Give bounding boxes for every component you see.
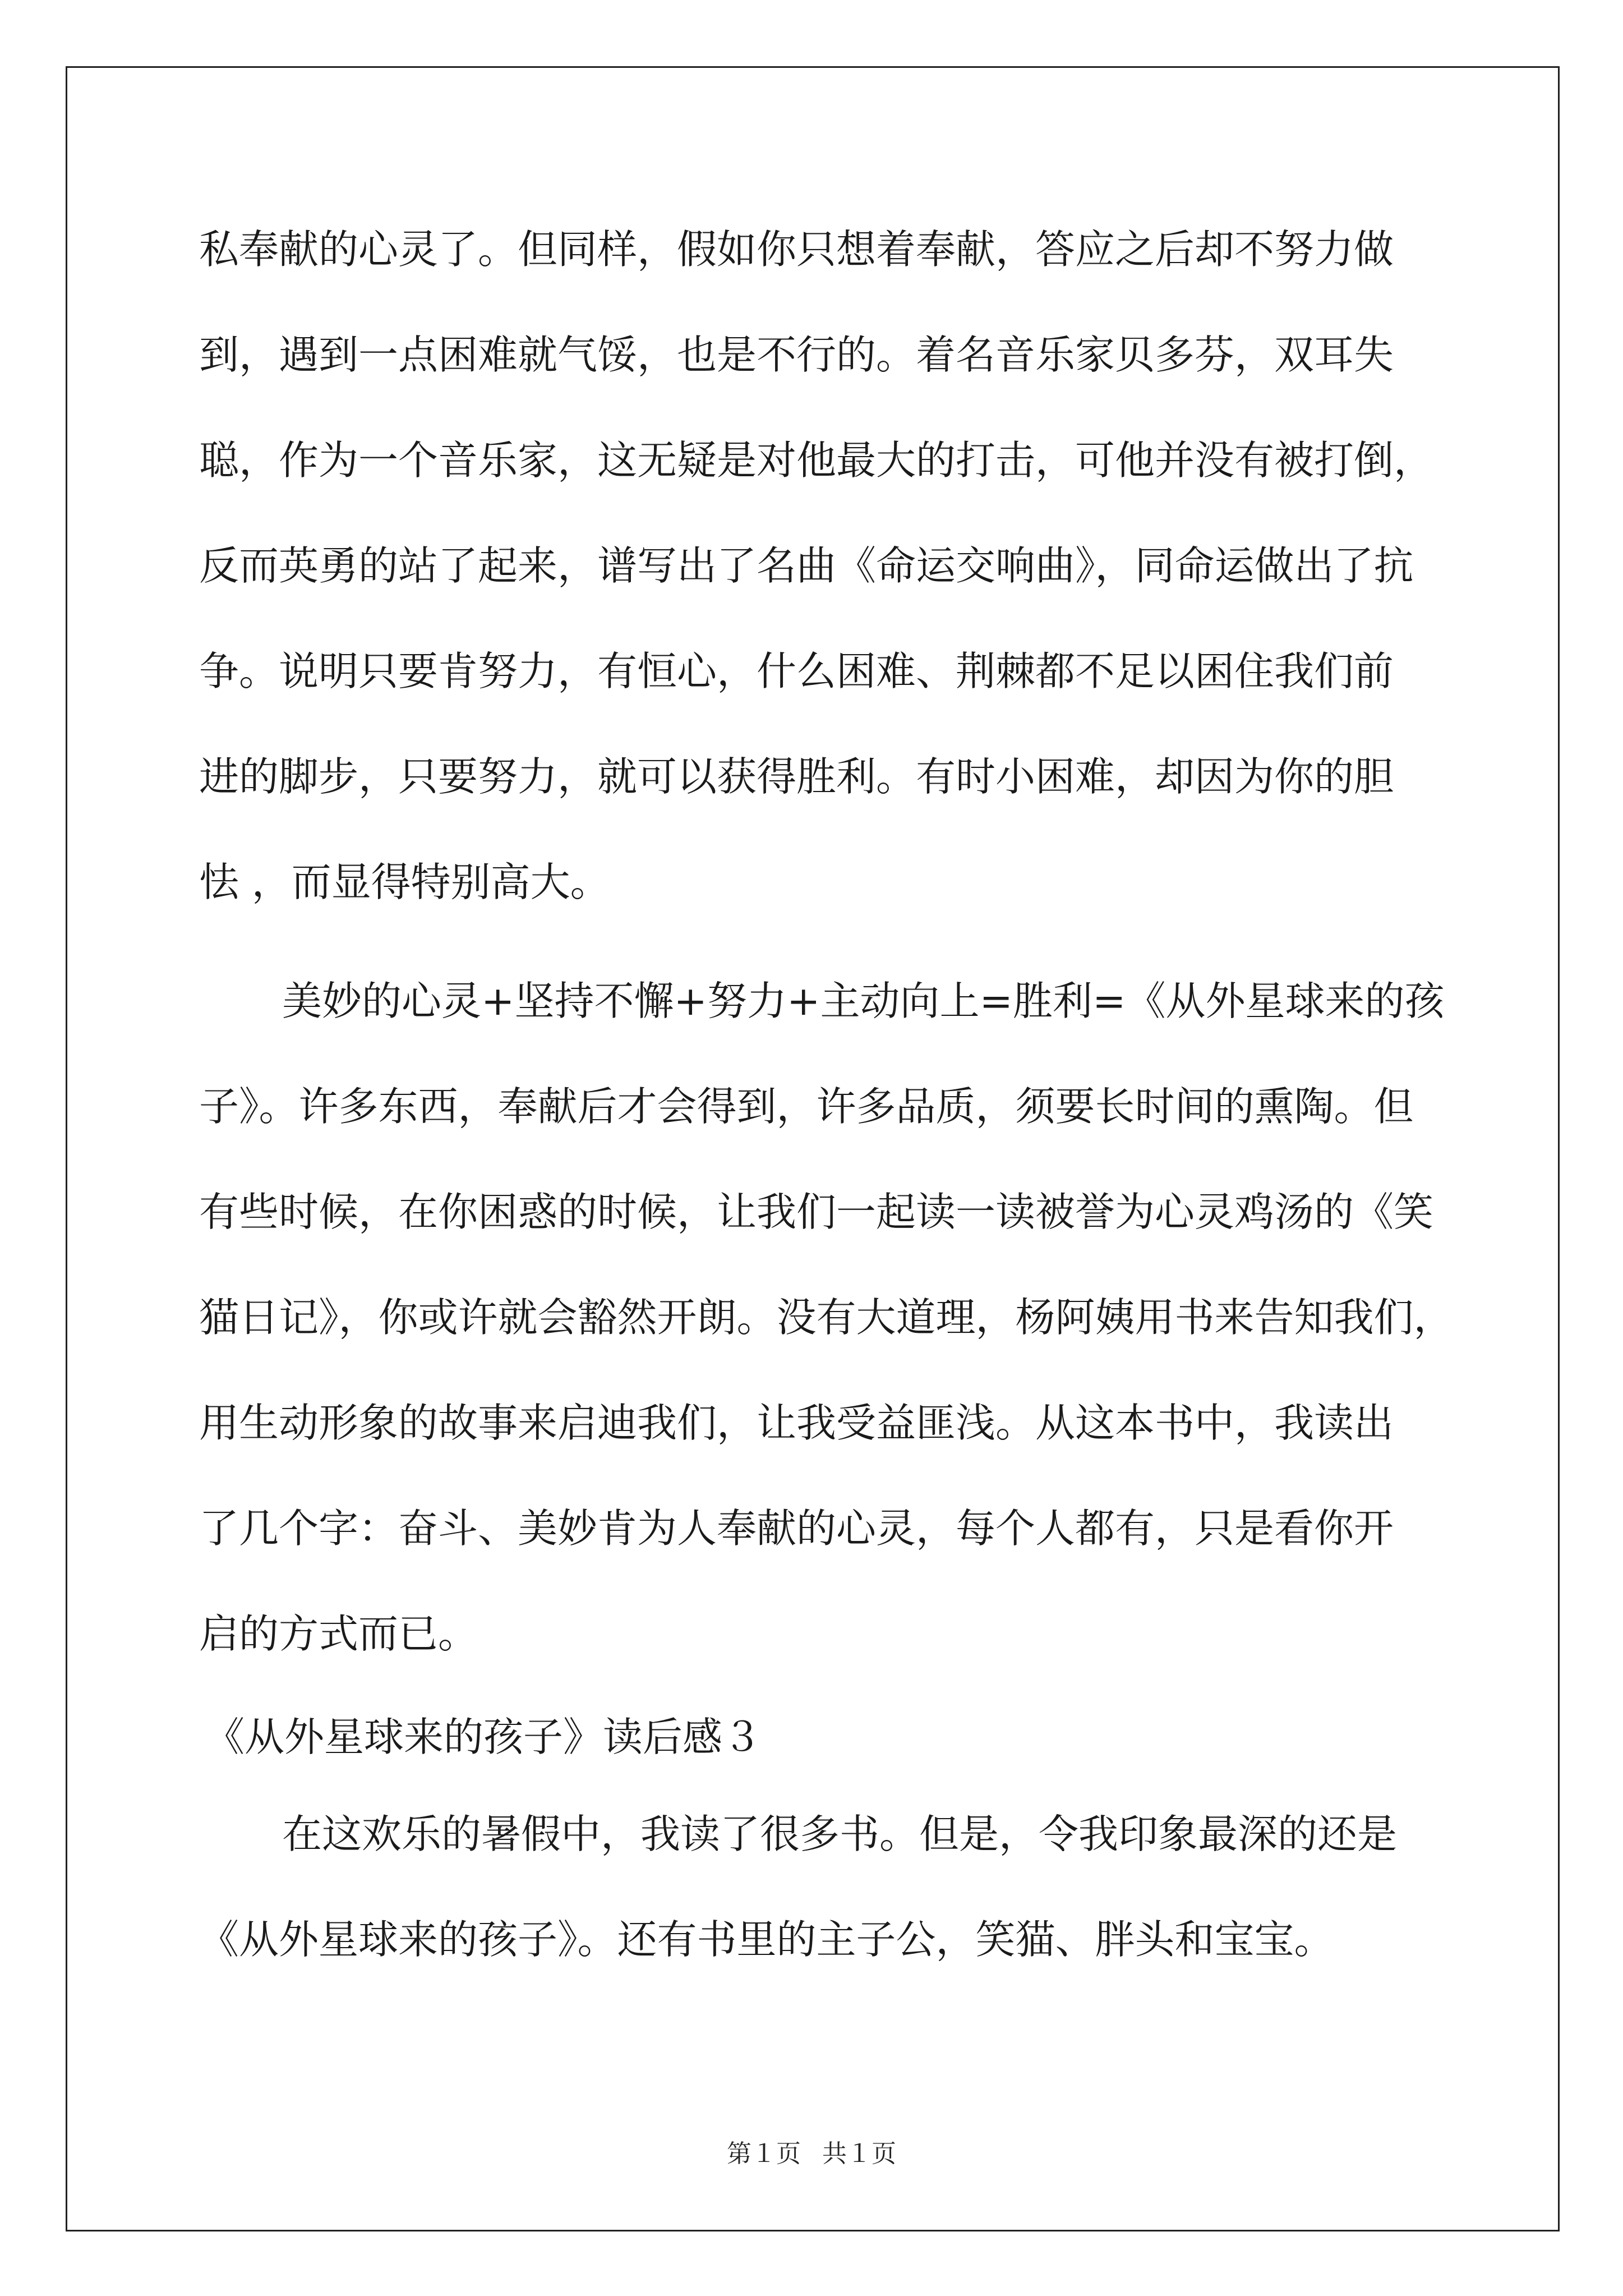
paragraph-3 <box>199 1801 1458 2012</box>
text-line: 《从外星球来的孩子》。还有书里的主子公，笑猫、胖头和宝宝。 <box>199 1916 1334 1963</box>
text-line: 启的方式而已。 <box>199 1611 478 1657</box>
text-line: 争。说明只要肯努力，有恒心，什么困难、荆棘都不足以困住我们前 <box>199 648 1394 694</box>
text-line: 进的脚步，只要努力，就可以获得胜利。有时小困难，却因为你的胆 <box>199 753 1394 800</box>
text-line: 子》。许多东西，奉献后才会得到，许多品质，须要长时间的熏陶。但 <box>199 1083 1414 1130</box>
text-line: 在这欢乐的暑假中，我读了很多书。但是，令我印象最深的还是 <box>282 1811 1398 1857</box>
page-footer <box>0 2137 1623 2171</box>
text-line: 有些时候，在你困惑的时候，让我们一起读一读被誉为心灵鸡汤的《笑 <box>199 1189 1434 1235</box>
text-line: 反而英勇的站了起来，谱写出了名曲《命运交响曲》，同命运做出了抗 <box>199 542 1414 589</box>
page-number-total: 共１页 <box>822 2139 896 2168</box>
section-heading: 《从外星球来的孩子》读后感３ <box>205 1714 763 1760</box>
text-line: 聪，作为一个音乐家，这无疑是对他最大的打击，可他并没有被打倒， <box>199 437 1434 484</box>
text-line: 用生动形象的故事来启迪我们，让我受益匪浅。从这本书中，我读出 <box>199 1400 1394 1446</box>
paragraph-2 <box>199 968 1458 1706</box>
paragraph-1 <box>199 216 1458 954</box>
text-line: 私奉献的心灵了。但同样，假如你只想着奉献，答应之后却不努力做 <box>199 226 1394 273</box>
text-line: 怯 ，而显得特别高大。 <box>199 859 610 905</box>
text-line: 到，遇到一点困难就气馁，也是不行的。着名音乐家贝多芬，双耳失 <box>199 332 1394 378</box>
page-number-current: 第１页 <box>727 2139 801 2168</box>
text-line: 美妙的心灵+坚持不懈+努力+主动向上=胜利=《从外星球来的孩 <box>282 978 1445 1024</box>
text-line: 猫日记》，你或许就会豁然开朗。没有大道理，杨阿姨用书来告知我们， <box>199 1294 1454 1341</box>
text-line: 了几个字：奋斗、美妙肯为人奉献的心灵，每个人都有，只是看你开 <box>199 1505 1394 1552</box>
